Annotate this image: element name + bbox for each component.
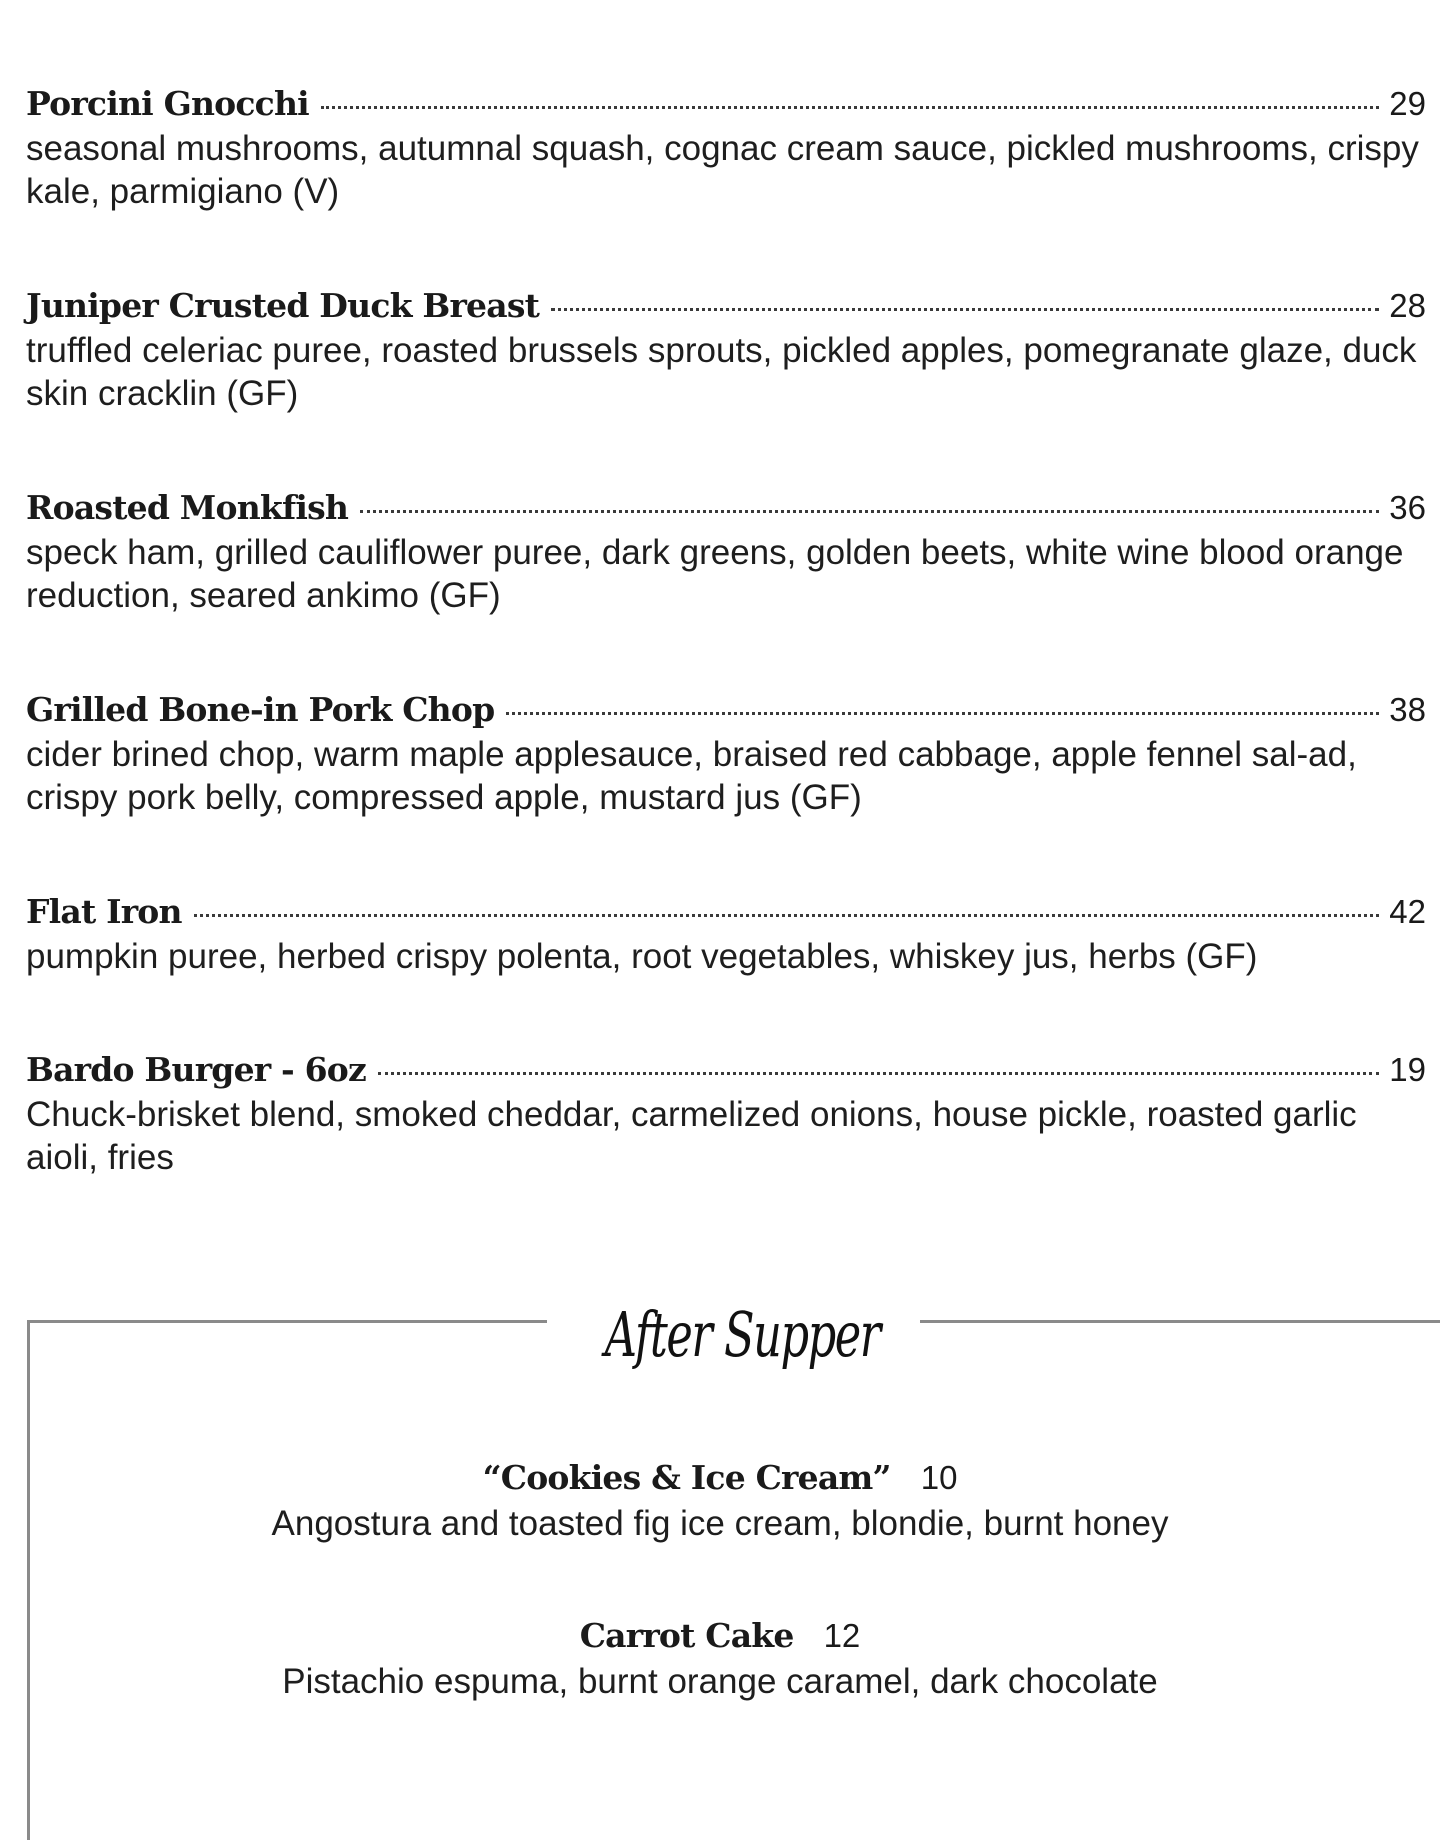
menu-item-description: Chuck-brisket blend, smoked cheddar, carmelized onions, house pickle, roasted garlic aioli, fries: [26, 1095, 1357, 1177]
menu-item-name: Roasted Monkfish: [26, 488, 349, 527]
dessert-item-price: 12: [823, 1617, 861, 1654]
menu-item-price: 19: [1389, 1051, 1426, 1088]
menu-item-header: [26, 286, 1426, 330]
dot-leader: [360, 510, 1379, 513]
dessert-item-cookies-ice-cream: [0, 1458, 1440, 1546]
menu-item-description: speck ham, grilled cauliflower puree, dark greens, golden beets, white wine blood orange reduction, seared ankimo (GF): [26, 533, 1404, 615]
menu-item-name: Porcini Gnocchi: [26, 84, 309, 123]
menu-item-monkfish: [26, 488, 1426, 690]
after-supper-title: After Supper: [604, 1298, 880, 1371]
menu-item-price: 42: [1389, 893, 1426, 930]
menu-item-description: truffled celeriac puree, roasted brussels sprouts, pickled apples, pomegranate glaze, duck skin cracklin (GF): [26, 331, 1417, 413]
dessert-item-price: 10: [920, 1459, 958, 1496]
dot-leader: [506, 712, 1379, 715]
dessert-item-description: Angostura and toasted fig ice cream, blondie, burnt honey: [271, 1504, 1169, 1543]
menu-item-name: Juniper Crusted Duck Breast: [26, 286, 540, 325]
menu-item-header: [26, 1050, 1426, 1094]
menu-item-name: Grilled Bone-in Pork Chop: [26, 690, 495, 729]
dessert-item-header: [0, 1458, 1440, 1502]
dessert-item-description: Pistachio espuma, burnt orange caramel, dark chocolate: [282, 1662, 1158, 1701]
menu-item-header: [26, 488, 1426, 532]
mains-list: [26, 84, 1426, 1252]
menu-item-header: [26, 84, 1426, 128]
menu-item-name: Bardo Burger - 6oz: [26, 1050, 366, 1089]
dessert-item-header: [0, 1616, 1440, 1660]
menu-item-description: seasonal mushrooms, autumnal squash, cognac cream sauce, pickled mushrooms, crispy kale, parmigiano (V): [26, 129, 1419, 211]
menu-item-bardo-burger: [26, 1050, 1426, 1252]
frame-top-rule-left: [27, 1320, 547, 1323]
menu-item-flat-iron: [26, 892, 1426, 1050]
menu-item-pork-chop: [26, 690, 1426, 892]
menu-item-name: Flat Iron: [26, 892, 182, 931]
dot-leader: [551, 308, 1379, 311]
menu-item-header: [26, 892, 1426, 936]
dessert-item-name: “Cookies & Ice Cream”: [482, 1458, 891, 1497]
frame-top-rule-right: [920, 1320, 1440, 1323]
dot-leader: [378, 1072, 1379, 1075]
dot-leader: [194, 914, 1380, 917]
menu-item-description: cider brined chop, warm maple applesauce, braised red cabbage, apple fennel sal-ad, crispy pork belly, compressed apple, mustard jus (GF): [26, 735, 1357, 817]
menu-item-porcini-gnocchi: [26, 84, 1426, 286]
menu-item-price: 29: [1389, 85, 1426, 122]
menu-item-description: pumpkin puree, herbed crispy polenta, root vegetables, whiskey jus, herbs (GF): [26, 937, 1258, 976]
menu-item-duck-breast: [26, 286, 1426, 488]
dessert-item-name: Carrot Cake: [579, 1616, 794, 1655]
menu-item-price: 38: [1389, 691, 1426, 728]
menu-item-price: 36: [1389, 489, 1426, 526]
dessert-item-carrot-cake: [0, 1616, 1440, 1704]
menu-item-header: [26, 690, 1426, 734]
dot-leader: [321, 106, 1379, 109]
menu-item-price: 28: [1389, 287, 1426, 324]
